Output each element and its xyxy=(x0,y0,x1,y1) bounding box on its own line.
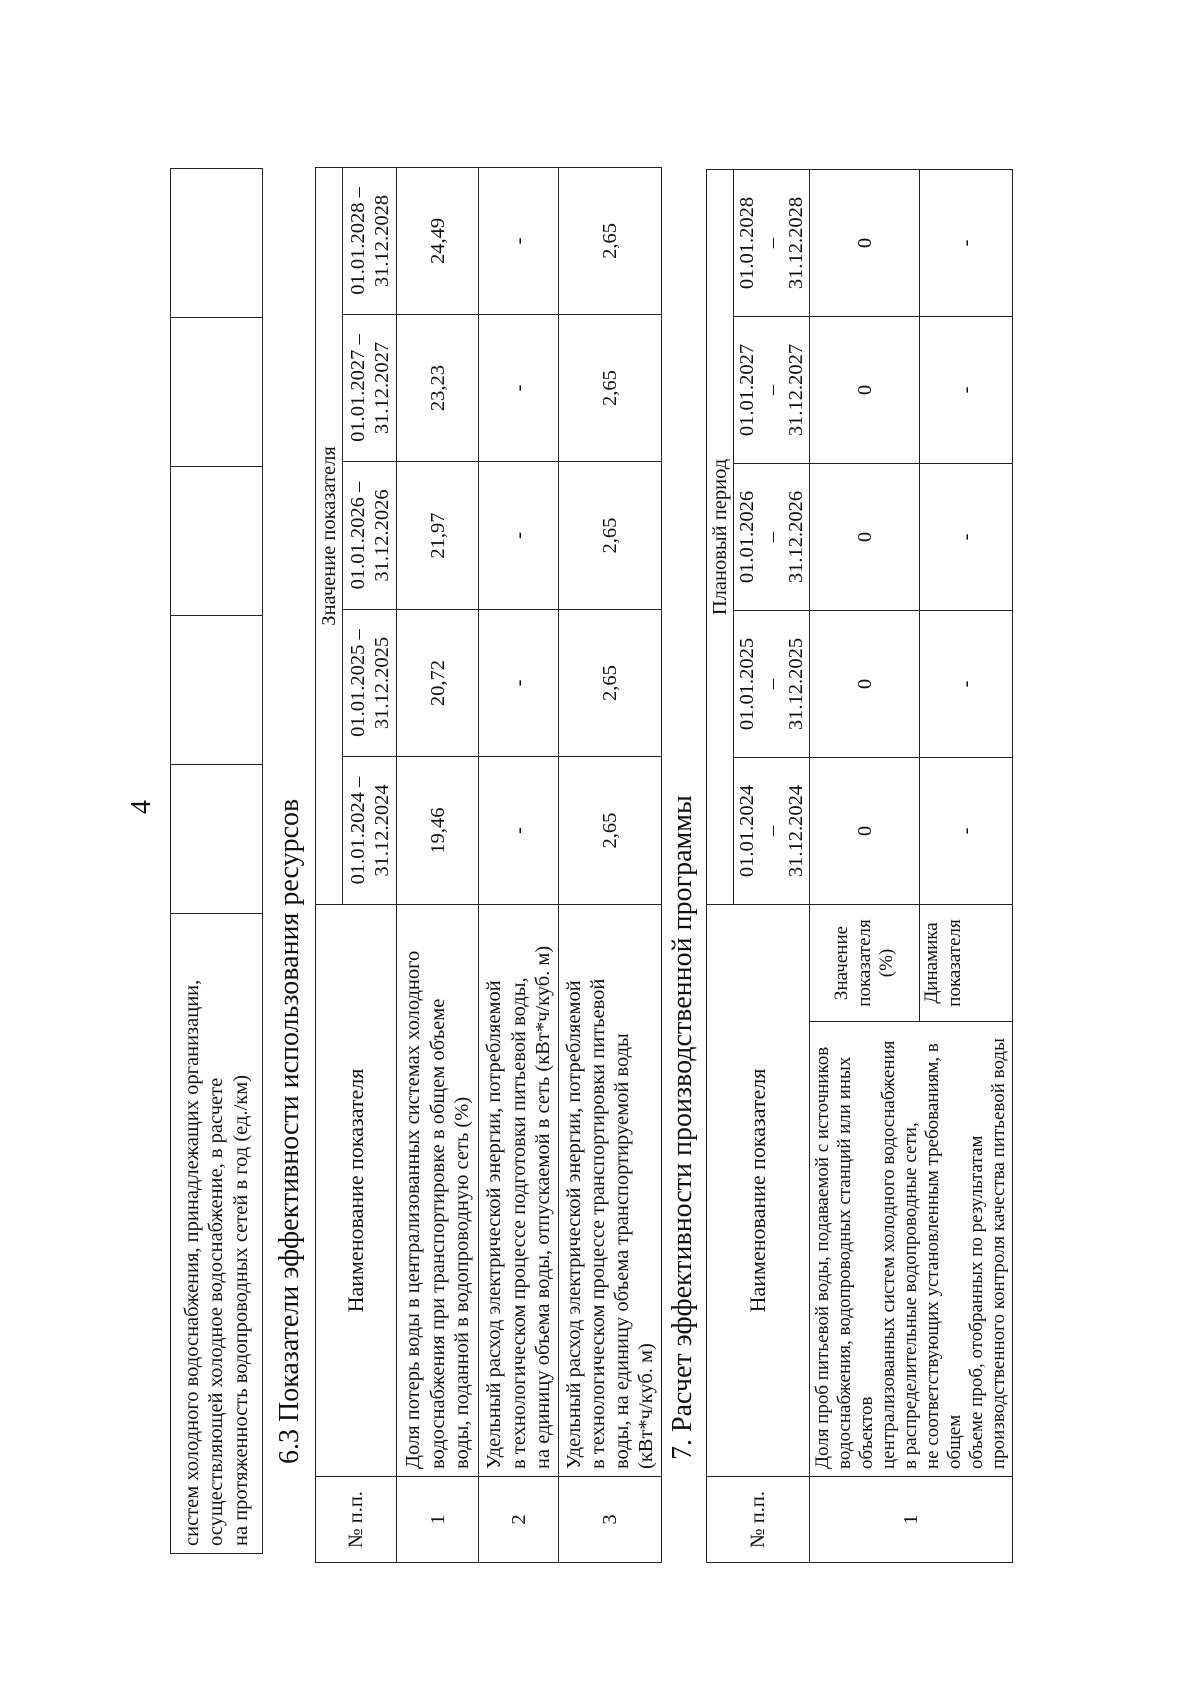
line: систем холодного водоснабжения, принадлежащих организации, xyxy=(180,979,203,1546)
period-2026: 01.01.2026 – 31.12.2026 xyxy=(343,462,397,610)
header-num: № п.п. xyxy=(316,1477,397,1563)
period-2028: 01.01.2028 – 31.12.2028 xyxy=(734,169,810,316)
period-2027: 01.01.2027 – 31.12.2027 xyxy=(343,315,397,462)
header-name: Наименование показателя xyxy=(316,905,397,1477)
value-cell: 23,23 xyxy=(397,315,479,462)
dynamics-cell: - xyxy=(920,316,1013,463)
header-num: № п.п. xyxy=(707,1477,810,1563)
section-7-title: 7. Расчет эффективности производственной программы xyxy=(667,795,698,1460)
indicator-name: Доля проб питьевой воды, подаваемой с источников водоснабжения, водопроводных станций или иных объектов централизованных систем холодного водоснабжения в распределительные водопроводные сети, не соответствующих установленным требованиям, в общем объеме проб, отобранных по результатам производственного контроля качества питьевой воды xyxy=(810,1022,1013,1477)
dynamics-cell: - xyxy=(920,463,1013,610)
row-num: 1 xyxy=(397,1477,479,1563)
row-num: 2 xyxy=(479,1477,559,1563)
header-name: Наименование показателя xyxy=(707,904,810,1476)
header-value-group: Значение показателя xyxy=(316,167,343,904)
indicator-name: Доля потерь воды в централизованных системах холодного водоснабжения при транспортировке в общем объеме воды, поданной в водопроводную сеть (%) xyxy=(397,905,479,1477)
value-cell: 0 xyxy=(810,169,920,316)
sub-dynamic-label: Динамика показателя xyxy=(920,904,1013,1021)
period-2026: 01.01.2026 – 31.12.2026 xyxy=(734,463,810,610)
value-cell xyxy=(171,169,263,318)
section-6-3-title: 6.3 Показатели эффективности использования ресурсов xyxy=(274,798,305,1464)
value-cell: 24,49 xyxy=(397,167,479,314)
value-cell: - xyxy=(479,757,559,905)
dynamics-cell: - xyxy=(920,169,1013,316)
indicator-name-cell xyxy=(171,914,263,1554)
dynamics-cell: - xyxy=(920,757,1013,904)
value-cell xyxy=(171,616,263,765)
period-2025: 01.01.2025 – 31.12.2025 xyxy=(343,610,397,757)
header-row xyxy=(316,167,343,1562)
period-2028: 01.01.2028 – 31.12.2028 xyxy=(343,167,397,314)
indicator-name: Удельный расход электрической энергии, потребляемой в технологическом процессе транспортировки питьевой воды, на единицу объема транспортируемой воды (кВт*ч/куб. м) xyxy=(559,905,662,1477)
dynamics-cell: - xyxy=(920,610,1013,757)
row-num: 3 xyxy=(559,1477,662,1563)
header-row xyxy=(707,169,734,1562)
table-row xyxy=(810,169,920,1562)
period-2024: 01.01.2024 – 31.12.2024 xyxy=(343,757,397,905)
period-2025: 01.01.2025 – 31.12.2025 xyxy=(734,610,810,757)
value-cell: 21,97 xyxy=(397,462,479,610)
period-2024: 01.01.2024 – 31.12.2024 xyxy=(734,757,810,904)
table-row xyxy=(397,167,479,1562)
value-cell: - xyxy=(479,462,559,610)
value-cell: 2,65 xyxy=(559,757,662,905)
value-cell: 19,46 xyxy=(397,757,479,905)
value-cell xyxy=(171,765,263,914)
line: осуществляющей холодное водоснабжение, в расчете xyxy=(205,1077,228,1546)
value-cell: 0 xyxy=(810,463,920,610)
program-efficiency-table xyxy=(706,169,1013,1563)
line: на протяженность водопроводных сетей в год (ед./км) xyxy=(229,1074,252,1546)
period-2027: 01.01.2027 – 31.12.2027 xyxy=(734,316,810,463)
page-number: 4 xyxy=(126,800,157,814)
value-cell: 2,65 xyxy=(559,167,662,314)
value-cell: 2,65 xyxy=(559,610,662,757)
value-cell: - xyxy=(479,167,559,314)
table-row xyxy=(559,167,662,1562)
table-row xyxy=(171,169,263,1554)
value-cell: 2,65 xyxy=(559,462,662,610)
table-row xyxy=(479,167,559,1562)
top-continuation-table xyxy=(170,168,263,1554)
sub-value-label: Значение показателя (%) xyxy=(810,904,920,1021)
value-cell xyxy=(171,467,263,616)
value-cell: 0 xyxy=(810,757,920,904)
value-cell: 2,65 xyxy=(559,315,662,462)
value-cell: - xyxy=(479,610,559,757)
row-num: 1 xyxy=(810,1477,1013,1563)
header-plan-group: Плановый период xyxy=(707,169,734,904)
indicator-name: Удельный расход электрической энергии, потребляемой в технологическом процессе подготовки питьевой воды, на единицу объема воды, отпускаемой в сеть (кВт*ч/куб. м) xyxy=(479,905,559,1477)
value-cell xyxy=(171,318,263,467)
value-cell: - xyxy=(479,315,559,462)
resource-efficiency-table xyxy=(315,167,662,1563)
value-cell: 0 xyxy=(810,610,920,757)
value-cell: 20,72 xyxy=(397,610,479,757)
value-cell: 0 xyxy=(810,316,920,463)
